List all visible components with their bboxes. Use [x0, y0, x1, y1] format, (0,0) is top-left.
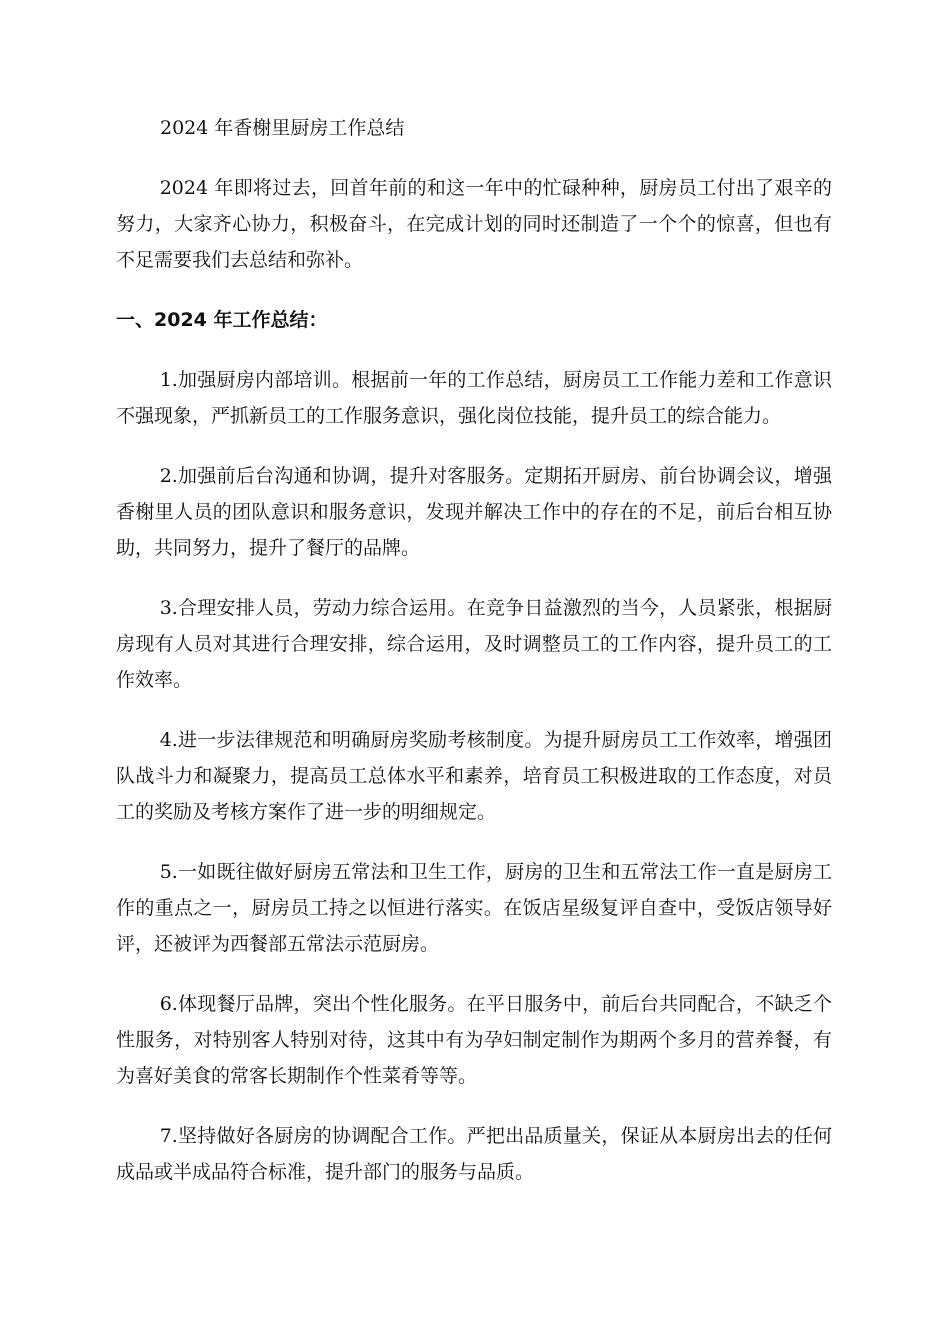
section-heading: 一、2024 年工作总结：	[116, 309, 328, 331]
document-page	[116, 110, 832, 1214]
summary-item-7: 7.坚持做好各厨房的协调配合工作。严把出品质量关，保证从本厨房出去的任何成品或半成品符合标准，提升部门的服务与品质。	[116, 1125, 832, 1183]
document-title: 2024 年香榭里厨房工作总结	[160, 117, 405, 139]
summary-item-4: 4.进一步法律规范和明确厨房奖励考核制度。为提升厨房员工工作效率，增强团队战斗力和凝聚力，提高员工总体水平和素养，培育员工积极进取的工作态度，对员工的奖励及考核方案作了进一步的明细规定。	[116, 729, 832, 823]
summary-item-2: 2.加强前后台沟通和协调，提升对客服务。定期拓开厨房、前台协调会议，增强香榭里人员的团队意识和服务意识，发现并解决工作中的存在的不足，前后台相互协助，共同努力，提升了餐厅的品牌。	[116, 465, 832, 559]
summary-item-1: 1.加强厨房内部培训。根据前一年的工作总结，厨房员工工作能力差和工作意识不强现象，严抓新员工的工作服务意识，强化岗位技能，提升员工的综合能力。	[116, 369, 832, 427]
summary-item-6: 6.体现餐厅品牌，突出个性化服务。在平日服务中，前后台共同配合，不缺乏个性服务，对特别客人特别对待，这其中有为孕妇制定制作为期两个多月的营养餐，有为喜好美食的常客长期制作个性菜肴等等。	[116, 993, 832, 1087]
summary-item-3: 3.合理安排人员，劳动力综合运用。在竞争日益激烈的当今，人员紧张，根据厨房现有人员对其进行合理安排，综合运用，及时调整员工的工作内容，提升员工的工作效率。	[116, 597, 832, 691]
summary-item-5: 5.一如既往做好厨房五常法和卫生工作，厨房的卫生和五常法工作一直是厨房工作的重点之一，厨房员工持之以恒进行落实。在饭店星级复评自查中，受饭店领导好评，还被评为西餐部五常法示范厨房。	[116, 861, 832, 955]
intro-paragraph: 2024 年即将过去，回首年前的和这一年中的忙碌种种，厨房员工付出了艰辛的努力，大家齐心协力，积极奋斗，在完成计划的同时还制造了一个个的惊喜，但也有不足需要我们去总结和弥补。	[116, 177, 832, 271]
